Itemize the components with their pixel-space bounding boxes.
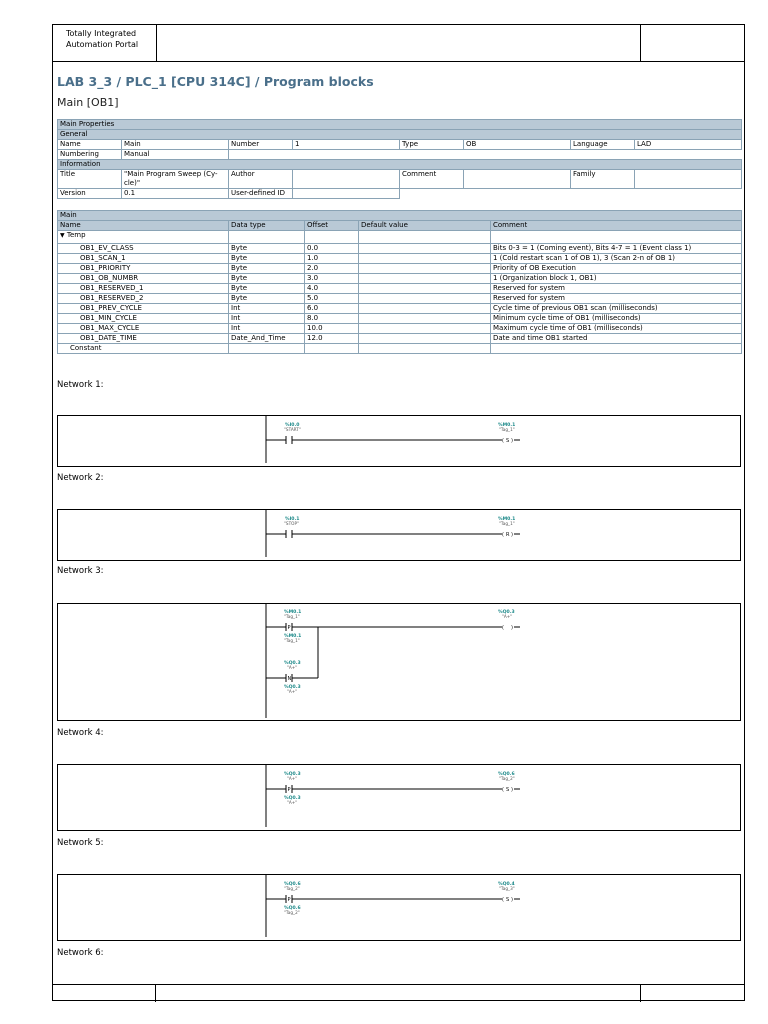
var-offset: 10.0 <box>305 324 359 334</box>
comment-label: Comment <box>400 170 464 189</box>
table-row[interactable] <box>58 244 742 254</box>
var-offset: 1.0 <box>305 254 359 264</box>
contact-1-address: %I0.0 <box>285 423 300 428</box>
network-2[interactable] <box>57 509 741 561</box>
contact-5-edge-address: %Q0.6 <box>284 906 301 911</box>
var-name: OB1_PRIORITY <box>58 264 229 274</box>
var-default <box>359 314 491 324</box>
coil-1-tag: "Tag_1" <box>499 427 515 432</box>
coil-close: ) <box>511 438 513 444</box>
contact-3b-edge-tag: "A+" <box>287 689 298 694</box>
var-name: OB1_RESERVED_1 <box>58 284 229 294</box>
properties-section-title: Main Properties <box>58 120 742 130</box>
var-type: Byte <box>229 284 305 294</box>
family-value <box>635 170 742 189</box>
var-name: OB1_MIN_CYCLE <box>58 314 229 324</box>
var-comment: Reserved for system <box>491 284 742 294</box>
contact-5-tag: "Tag_2" <box>284 886 300 891</box>
coil-5-tag: "Tag_3" <box>499 886 515 891</box>
network-1-label: Network 1: <box>57 380 104 390</box>
var-name: OB1_RESERVED_2 <box>58 294 229 304</box>
numbering-value: Manual <box>122 150 229 160</box>
network-3[interactable] <box>57 603 741 721</box>
var-name: OB1_PREV_CYCLE <box>58 304 229 314</box>
var-offset: 4.0 <box>305 284 359 294</box>
var-type: Int <box>229 304 305 314</box>
network-4[interactable] <box>57 764 741 831</box>
contact-3b-symbol: N <box>287 676 292 682</box>
var-name: OB1_EV_CLASS <box>58 244 229 254</box>
var-type: Int <box>229 314 305 324</box>
coil-1-address: %M0.1 <box>498 423 516 428</box>
col-header-datatype: Data type <box>229 221 305 231</box>
var-comment: 1 (Cold restart scan 1 of OB 1), 3 (Scan 2-n of OB 1) <box>491 254 742 264</box>
contact-5-symbol: P <box>287 897 291 903</box>
contact-4-address: %Q0.3 <box>284 772 301 777</box>
version-label: Version <box>58 189 122 199</box>
network-1[interactable] <box>57 415 741 467</box>
var-type: Byte <box>229 274 305 284</box>
contact-3a-edge-tag: "Tag_1" <box>284 638 300 643</box>
var-comment: Maximum cycle time of OB1 (milliseconds) <box>491 324 742 334</box>
var-name: OB1_DATE_TIME <box>58 334 229 344</box>
contact-5-edge-tag: "Tag_2" <box>284 910 300 915</box>
coil-5-symbol: S <box>506 897 510 903</box>
block-title: Main [OB1] <box>57 96 119 109</box>
general-section-title: General <box>58 130 742 140</box>
network-3-ladder <box>58 604 742 722</box>
coil-4-address: %Q0.6 <box>498 772 515 777</box>
table-row[interactable] <box>58 304 742 314</box>
var-type: Byte <box>229 244 305 254</box>
table-row[interactable] <box>58 324 742 334</box>
var-default <box>359 284 491 294</box>
properties-table <box>57 119 742 199</box>
contact-3b-tag: "A+" <box>287 665 298 670</box>
var-offset: 8.0 <box>305 314 359 324</box>
footer-divider-1 <box>155 985 156 1002</box>
title-value-line-2: cle)" <box>124 179 141 187</box>
var-comment: Bits 0-3 = 1 (Coming event), Bits 4-7 = 1 (Event class 1) <box>491 244 742 254</box>
numbering-label: Numbering <box>58 150 122 160</box>
var-offset: 6.0 <box>305 304 359 314</box>
portal-logo-text <box>53 25 157 61</box>
var-type: Date_And_Time <box>229 334 305 344</box>
temp-group-row[interactable] <box>58 231 229 244</box>
coil-close: ) <box>511 787 513 793</box>
coil-close: ) <box>511 532 513 538</box>
contact-1-tag: "START" <box>284 427 301 432</box>
contact-4-edge-address: %Q0.3 <box>284 796 301 801</box>
type-label: Type <box>400 140 464 150</box>
network-1-ladder <box>58 416 742 468</box>
name-label: Name <box>58 140 122 150</box>
table-row[interactable] <box>58 254 742 264</box>
portal-line-2: Automation Portal <box>66 40 139 49</box>
language-label: Language <box>571 140 635 150</box>
var-default <box>359 274 491 284</box>
author-label: Author <box>229 170 293 189</box>
coil-2-tag: "Tag_1" <box>499 521 515 526</box>
contact-2-address: %I0.1 <box>285 517 300 522</box>
name-value: Main <box>122 140 229 150</box>
coil-1-symbol: S <box>506 438 510 444</box>
var-type: Byte <box>229 254 305 264</box>
contact-5-address: %Q0.6 <box>284 882 301 887</box>
var-offset: 3.0 <box>305 274 359 284</box>
contact-3b-edge-address: %Q0.3 <box>284 685 301 690</box>
network-2-ladder <box>58 510 742 562</box>
header-divider <box>640 25 641 61</box>
contact-4-tag: "A+" <box>287 776 298 781</box>
coil-5-address: %Q0.4 <box>498 882 515 887</box>
contact-4-edge-tag: "A+" <box>287 800 298 805</box>
userid-value <box>293 189 400 199</box>
title-label: Title <box>58 170 122 189</box>
number-label: Number <box>229 140 293 150</box>
empty-cell <box>400 189 742 199</box>
coil-open: ( <box>502 787 504 793</box>
var-default <box>359 324 491 334</box>
var-default <box>359 264 491 274</box>
contact-3a-edge-address: %M0.1 <box>284 634 302 639</box>
coil-2-address: %M0.1 <box>498 517 516 522</box>
var-comment: Minimum cycle time of OB1 (milliseconds) <box>491 314 742 324</box>
network-5-label: Network 5: <box>57 838 104 848</box>
contact-3b-address: %Q0.3 <box>284 661 301 666</box>
var-name: OB1_SCAN_1 <box>58 254 229 264</box>
contact-3a-tag: "Tag_1" <box>284 614 300 619</box>
var-offset: 0.0 <box>305 244 359 254</box>
var-offset: 5.0 <box>305 294 359 304</box>
language-value: LAD <box>635 140 742 150</box>
var-default <box>359 304 491 314</box>
author-value <box>293 170 400 189</box>
network-3-label: Network 3: <box>57 566 104 576</box>
contact-2-tag: "STOP" <box>284 521 299 526</box>
constant-label: Constant <box>58 344 229 354</box>
network-4-label: Network 4: <box>57 728 104 738</box>
var-type: Byte <box>229 264 305 274</box>
coil-2-symbol: R <box>506 532 510 538</box>
var-comment: Reserved for system <box>491 294 742 304</box>
var-comment: Date and time OB1 started <box>491 334 742 344</box>
footer-divider-2 <box>640 985 641 1002</box>
coil-open: ( <box>502 438 504 444</box>
coil-open: ( <box>502 532 504 538</box>
var-name: OB1_MAX_CYCLE <box>58 324 229 334</box>
var-default <box>359 244 491 254</box>
interface-section-title: Main <box>58 211 742 221</box>
page-title: LAB 3_3 / PLC_1 [CPU 314C] / Program blocks <box>57 74 374 89</box>
var-comment: Cycle time of previous OB1 scan (milliseconds) <box>491 304 742 314</box>
portal-line-1: Totally Integrated <box>66 29 137 38</box>
triangle-down-icon: ▼ <box>60 232 65 239</box>
information-section-title: Information <box>58 160 742 170</box>
contact-3a-address: %M0.1 <box>284 610 302 615</box>
family-label: Family <box>571 170 635 189</box>
var-name: OB1_OB_NUMBR <box>58 274 229 284</box>
title-value <box>122 170 229 189</box>
version-value: 0.1 <box>122 189 229 199</box>
page-header <box>53 25 744 62</box>
number-value: 1 <box>293 140 400 150</box>
col-header-comment: Comment <box>491 221 742 231</box>
col-header-offset: Offset <box>305 221 359 231</box>
contact-4-symbol: P <box>287 787 291 793</box>
var-offset: 12.0 <box>305 334 359 344</box>
empty-cell <box>229 150 742 160</box>
coil-open: ( <box>502 897 504 903</box>
network-6-label: Network 6: <box>57 948 104 958</box>
coil-3-tag: "A+" <box>502 614 513 619</box>
coil-3-address: %Q0.3 <box>498 610 515 615</box>
table-row[interactable] <box>58 294 742 304</box>
title-value-line-1: "Main Program Sweep (Cy- <box>124 170 218 178</box>
interface-table <box>57 210 742 354</box>
var-comment: Priority of OB Execution <box>491 264 742 274</box>
var-default <box>359 294 491 304</box>
table-row[interactable] <box>58 314 742 324</box>
comment-value <box>464 170 571 189</box>
var-default <box>359 334 491 344</box>
coil-4-symbol: S <box>506 787 510 793</box>
var-comment: 1 (Organization block 1, OB1) <box>491 274 742 284</box>
network-5[interactable] <box>57 874 741 941</box>
col-header-name: Name <box>58 221 229 231</box>
type-value: OB <box>464 140 571 150</box>
coil-open: ( <box>502 625 504 631</box>
col-header-default: Default value <box>359 221 491 231</box>
network-4-ladder <box>58 765 742 832</box>
temp-label: Temp <box>66 231 86 239</box>
network-5-ladder <box>58 875 742 942</box>
coil-4-tag: "Tag_2" <box>499 776 515 781</box>
coil-close: ) <box>511 897 513 903</box>
network-2-label: Network 2: <box>57 473 104 483</box>
var-type: Int <box>229 324 305 334</box>
var-type: Byte <box>229 294 305 304</box>
userid-label: User-defined ID <box>229 189 293 199</box>
table-row[interactable] <box>58 284 742 294</box>
var-offset: 2.0 <box>305 264 359 274</box>
contact-3a-symbol: P <box>287 625 291 631</box>
table-row[interactable] <box>58 264 742 274</box>
coil-close: ) <box>511 625 513 631</box>
var-default <box>359 254 491 264</box>
page-footer <box>53 984 744 1002</box>
table-row[interactable] <box>58 334 742 344</box>
table-row[interactable] <box>58 274 742 284</box>
